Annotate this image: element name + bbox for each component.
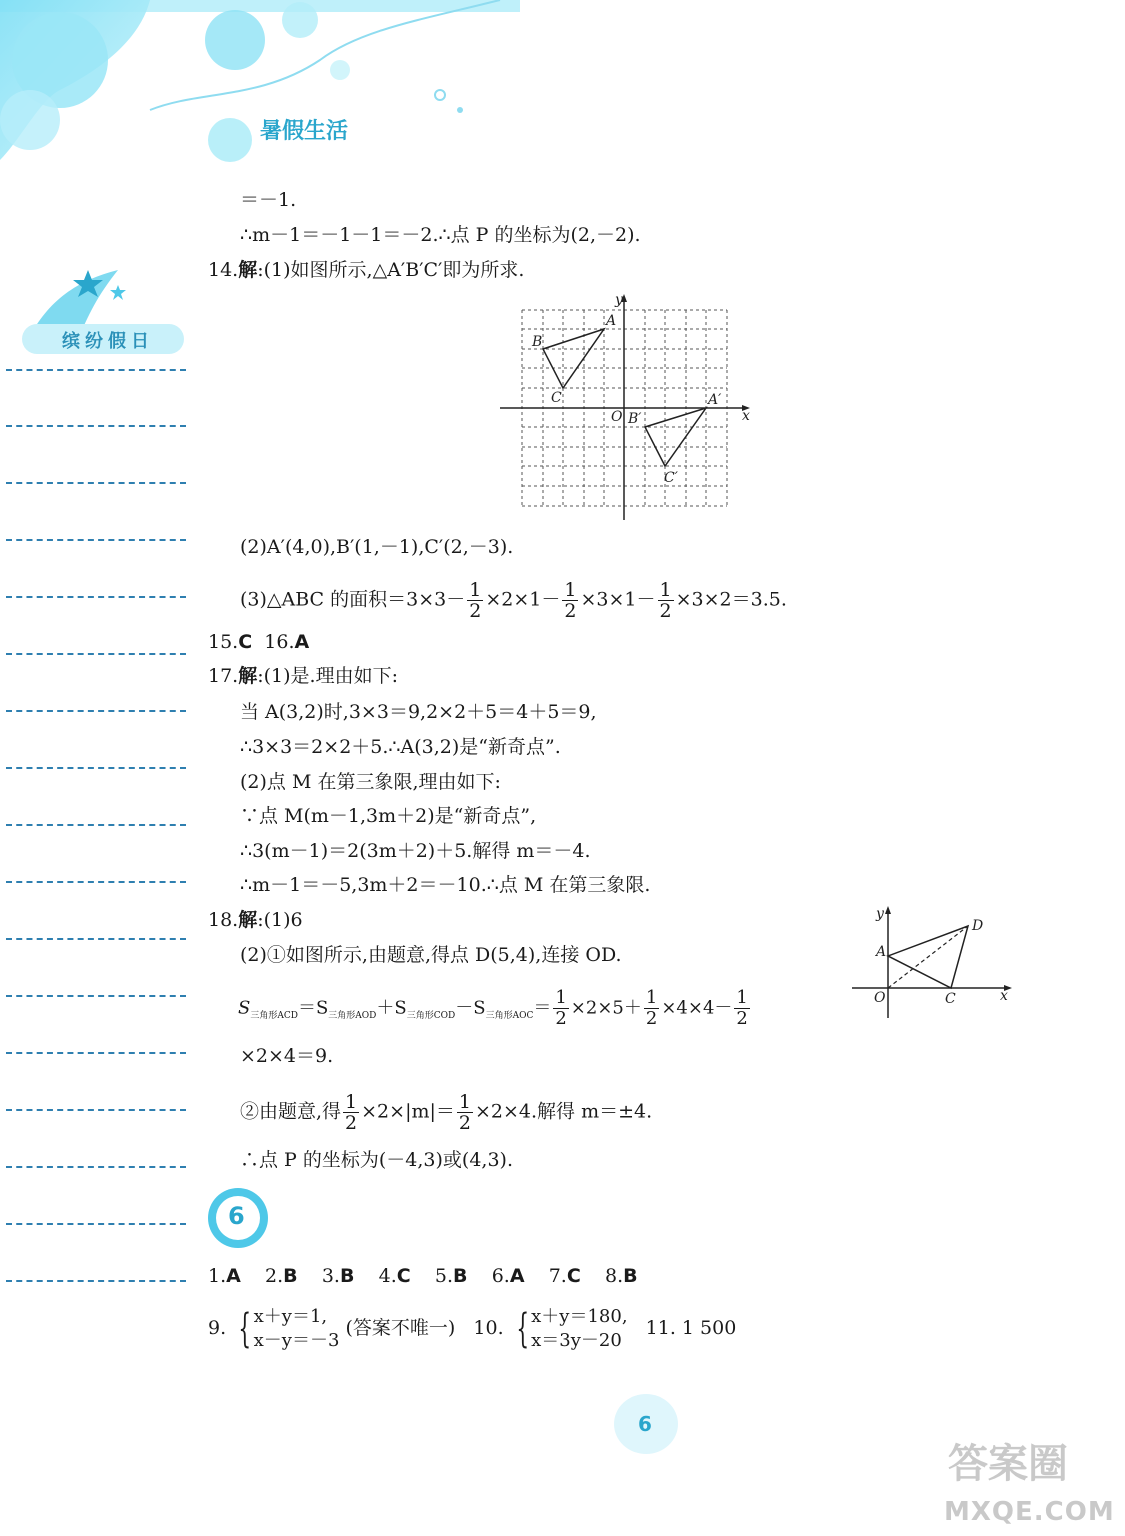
text-segment: ×3×2＝3.5. bbox=[675, 588, 787, 611]
floral-header-decoration bbox=[0, 0, 520, 190]
area-formula bbox=[240, 580, 787, 621]
text-line: ＝－1. bbox=[240, 189, 297, 211]
text-line: ∴3×3＝2×2＋5.∴A(3,2)是“新奇点”. bbox=[240, 736, 561, 758]
text-line: (2)①如图所示,由题意,得点 D(5,4),连接 OD. bbox=[240, 944, 622, 966]
side-label: 缤纷假日 bbox=[62, 331, 154, 352]
note-line bbox=[6, 1280, 186, 1282]
origin-label: O bbox=[874, 990, 886, 1006]
answers-9-11: 9. { x＋y＝1, x－y＝－3 (答案不唯一) 10. { x＋y＝180, x＝3y－20 11. 1 500 bbox=[208, 1306, 737, 1352]
note-line bbox=[6, 1166, 186, 1168]
note-line bbox=[6, 767, 186, 769]
text-line: (2)点 M 在第三象限,理由如下: bbox=[240, 771, 501, 793]
point-a-label: A bbox=[606, 313, 617, 329]
note-line bbox=[6, 710, 186, 712]
note-line bbox=[6, 1109, 186, 1111]
question-17: 17.解:(1)是.理由如下: bbox=[208, 665, 398, 687]
page-number: 6 bbox=[638, 1412, 652, 1436]
fraction: $\frac{1}{2}$ bbox=[659, 579, 672, 622]
coordinate-graph-1 bbox=[498, 290, 760, 522]
watermark-url: MXQE.COM bbox=[944, 1497, 1115, 1527]
y-label: y bbox=[615, 292, 623, 308]
y-label: y bbox=[876, 906, 884, 922]
note-line bbox=[6, 596, 186, 598]
area-decomposition: $S_{三角形ACD}=S_{三角形AOD}+S_{三角形COD}-S_{三角形AOC}=$ $\frac{1}{2}$ ×2×5＋ $\frac{1}{2}$ ×4×4－ $\frac{1}{2}$ bbox=[238, 987, 748, 1029]
text-line: ∵点 M(m－1,3m＋2)是“新奇点”, bbox=[240, 805, 537, 827]
text-line: 当 A(3,2)时,3×3＝9,2×2＋5＝4＋5＝9, bbox=[240, 701, 597, 723]
point-a1-label: A′ bbox=[708, 392, 722, 408]
point-c-label: C bbox=[551, 390, 562, 406]
point-c1-label: C′ bbox=[664, 470, 678, 486]
segment-od bbox=[888, 926, 968, 988]
text-line: ×2×4＝9. bbox=[240, 1045, 334, 1067]
note-line bbox=[6, 824, 186, 826]
watermark-logo: 答案圈 bbox=[948, 1441, 1068, 1487]
question-14 bbox=[208, 258, 524, 282]
fraction: $\frac{1}{2}$ bbox=[469, 579, 482, 622]
triangle-a1b1c1 bbox=[645, 408, 706, 466]
note-line bbox=[6, 995, 186, 997]
answers-15-16: 15.C 16.A bbox=[208, 631, 310, 653]
text-segment: (3)△ABC 的面积＝3×3－ bbox=[240, 588, 466, 611]
equation-system: x＋y＝180, x＝3y－20 bbox=[531, 1306, 628, 1351]
origin-label: O bbox=[611, 409, 623, 425]
fraction: $\frac{1}{2}$ bbox=[645, 987, 658, 1029]
text-line: :(1)如图所示,△A′B′C′即为所求. bbox=[257, 259, 525, 281]
fraction: $\frac{1}{2}$ bbox=[555, 987, 567, 1029]
point-a-label: A bbox=[876, 944, 887, 960]
header-title: 暑假生活 bbox=[260, 119, 349, 144]
fraction: $\frac{1}{2}$ bbox=[736, 987, 748, 1029]
note-line bbox=[6, 369, 186, 371]
text-segment: ×2×1－ bbox=[485, 588, 561, 611]
note-line bbox=[6, 539, 186, 541]
triangle-abc bbox=[543, 329, 604, 388]
note-line bbox=[6, 482, 186, 484]
point-c-label: C bbox=[945, 991, 956, 1007]
x-label: x bbox=[742, 408, 750, 424]
multiple-choice-answers: 1.A 2.B 3.B 4.C 5.B 6.A 7.C 8.B bbox=[208, 1265, 638, 1287]
fraction: $\frac{1}{2}$ bbox=[458, 1091, 471, 1134]
solution-label: 解 bbox=[238, 259, 258, 281]
solve-m-line: ②由题意,得 $\frac{1}{2}$ ×2×|m|＝ $\frac{1}{2}$ ×2×4.解得 m＝±4. bbox=[240, 1091, 653, 1134]
fraction: $\frac{1}{2}$ bbox=[345, 1091, 358, 1134]
question-18: 18.解:(1)6 bbox=[208, 909, 303, 931]
point-d-label: D bbox=[972, 918, 984, 934]
fraction: $\frac{1}{2}$ bbox=[564, 579, 577, 622]
note-line bbox=[6, 425, 186, 427]
text-line: ∴3(m－1)＝2(3m＋2)＋5.解得 m＝－4. bbox=[240, 840, 591, 862]
point-b1-label: B′ bbox=[628, 411, 642, 427]
text-line: ∴点 P 的坐标为(－4,3)或(4,3). bbox=[240, 1149, 513, 1171]
x-label: x bbox=[1000, 988, 1008, 1004]
section-number: 6 bbox=[228, 1202, 245, 1230]
note-line bbox=[6, 1223, 186, 1225]
text-segment: ×3×1－ bbox=[580, 588, 656, 611]
note-line bbox=[6, 938, 186, 940]
note-line bbox=[6, 881, 186, 883]
note-line bbox=[6, 653, 186, 655]
equation-system: x＋y＝1, x－y＝－3 bbox=[253, 1306, 340, 1351]
text-line: ∴m－1＝－5,3m＋2＝－10.∴点 M 在第三象限. bbox=[240, 874, 651, 896]
question-number: 14. bbox=[208, 259, 239, 281]
coordinate-graph-2 bbox=[848, 900, 1018, 1020]
note-line bbox=[6, 1052, 186, 1054]
point-b-label: B bbox=[532, 334, 543, 350]
text-line: ∴m－1＝－1－1＝－2.∴点 P 的坐标为(2,－2). bbox=[240, 224, 641, 246]
text-line: (2)A′(4,0),B′(1,－1),C′(2,－3). bbox=[240, 536, 514, 558]
